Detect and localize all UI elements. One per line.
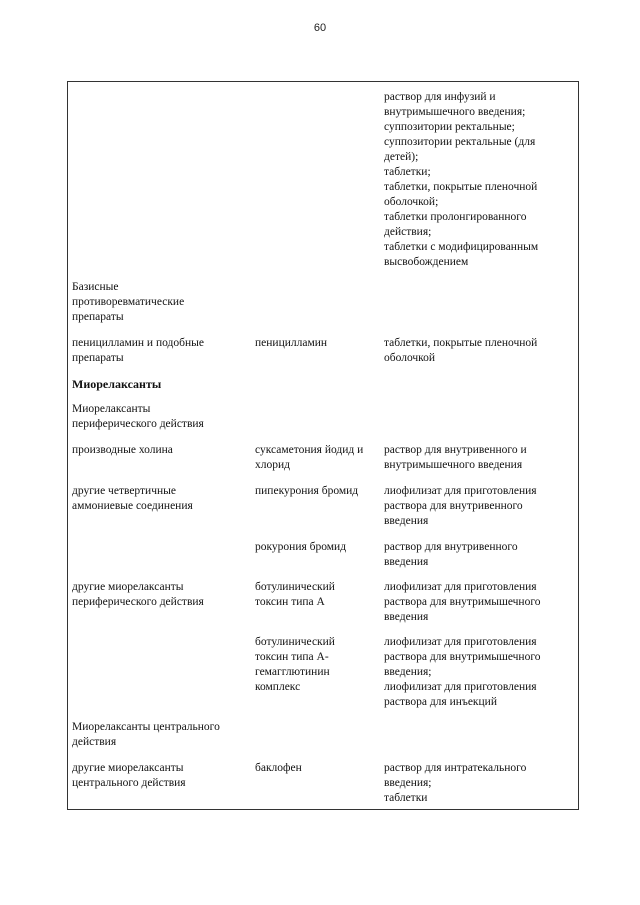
page-number: 60: [313, 22, 327, 34]
group-choline-derivatives: производные холина: [72, 444, 173, 456]
forms-pipecuronium: лиофилизат для приготовления раствора для внутривенного введения: [384, 485, 537, 527]
group-other-peripheral: другие миорелаксанты периферического действия: [72, 581, 204, 608]
drug-penicillamine: пеницилламин: [255, 337, 328, 349]
group-penicillamine: пеницилламин и подобные препараты: [72, 337, 204, 364]
forms-botulinum-a: лиофилизат для приготовления раствора для внутримышечного введения: [384, 581, 541, 623]
group-basic-antirheumatic: Базисные противоревматические препараты: [72, 281, 185, 323]
drug-botulinum-a-hemagglutinin: ботулинический токсин типа А- гемагглютинин комплекс: [255, 636, 335, 693]
drug-baclofen: баклофен: [255, 762, 302, 774]
group-peripheral-myorelaxants: Миорелаксанты периферического действия: [72, 403, 204, 430]
dosage-forms-cont: раствор для инфузий и внутримышечного введения; суппозитории ректальные; суппозитории ректальные (для детей); таблетки; таблетки, покрытые пленочной оболочкой; таблетки пролонгированного действия; таблетки с модифицированным высвобождением: [384, 91, 539, 268]
section-myorelaxants: Миорелаксанты: [72, 377, 162, 391]
group-quaternary-ammonium: другие четвертичные аммониевые соединения: [72, 485, 193, 512]
drug-suxamethonium: суксаметония йодид и хлорид: [255, 444, 364, 471]
forms-rocuronium: раствор для внутривенного введения: [384, 541, 518, 568]
forms-botulinum-a-hemagglutinin: лиофилизат для приготовления раствора для внутримышечного введения; лиофилизат для приготовления раствора для инъекций: [384, 636, 541, 708]
drug-botulinum-a: ботулинический токсин типа А: [255, 581, 335, 608]
forms-penicillamine: таблетки, покрытые пленочной оболочкой: [384, 337, 538, 364]
forms-baclofen: раствор для интратекального введения; таблетки: [384, 762, 527, 804]
drug-rocuronium: рокурония бромид: [255, 541, 347, 553]
group-other-central: другие миорелаксанты центрального действия: [72, 762, 186, 789]
drug-pipecuronium: пипекурония бромид: [255, 485, 359, 497]
group-central-myorelaxants: Миорелаксанты центрального действия: [72, 721, 220, 748]
forms-suxamethonium: раствор для внутривенного и внутримышечного введения: [384, 444, 527, 471]
